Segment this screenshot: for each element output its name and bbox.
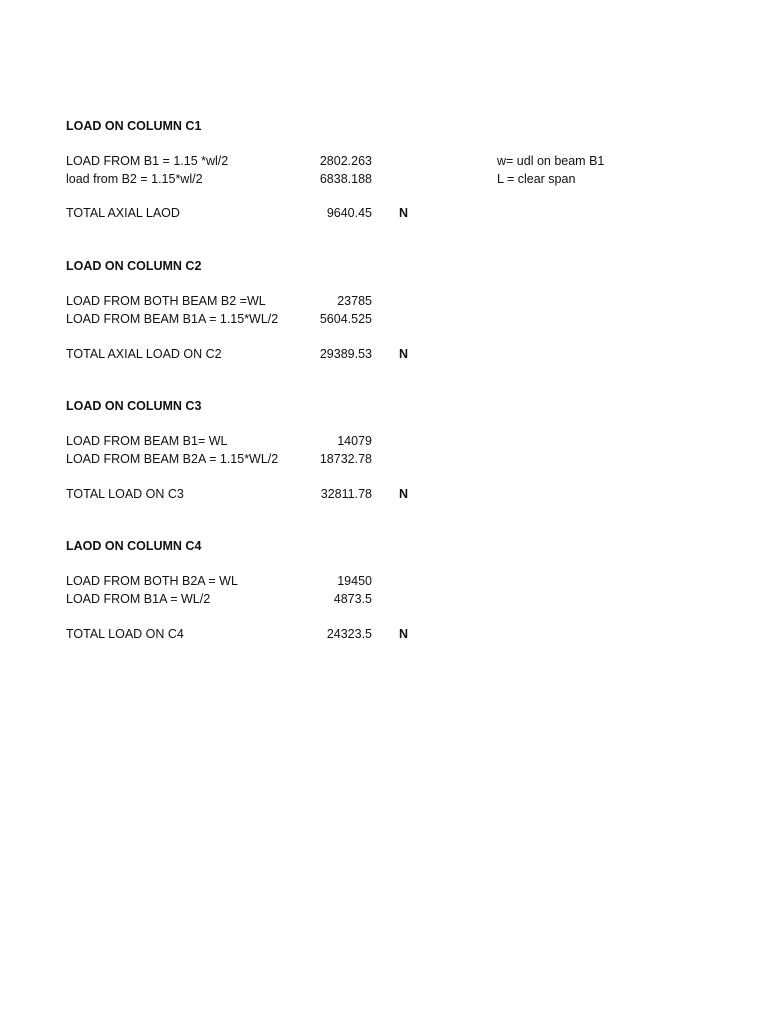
section-c4-heading-row <box>0 537 768 555</box>
row-value: 23785 <box>337 294 372 308</box>
section-heading: LOAD ON COLUMN C1 <box>66 119 202 133</box>
row-value: 5604.525 <box>319 312 372 326</box>
section-c1-row-1 <box>0 152 768 170</box>
unit-label: N <box>399 347 409 361</box>
section-c4-row-2 <box>0 590 768 608</box>
row-label: LOAD FROM BEAM B1A = 1.15*WL/2 <box>66 312 279 326</box>
unit-label: N <box>399 206 409 220</box>
section-c4-total-row <box>0 625 768 643</box>
row-value: 18732.78 <box>319 452 372 466</box>
total-label: TOTAL LOAD ON C3 <box>66 487 184 501</box>
row-label: load from B2 = 1.15*wl/2 <box>66 172 203 186</box>
row-note: w= udl on beam B1 <box>497 154 605 168</box>
total-label: TOTAL LOAD ON C4 <box>66 627 184 641</box>
unit-label: N <box>399 487 409 501</box>
row-label: LOAD FROM B1 = 1.15 *wl/2 <box>66 154 229 168</box>
section-heading: LOAD ON COLUMN C2 <box>66 259 202 273</box>
total-value: 9640.45 <box>326 206 372 220</box>
section-c3-heading-row <box>0 397 768 415</box>
row-value: 19450 <box>337 574 372 588</box>
unit-label: N <box>399 627 409 641</box>
section-c1-row-2 <box>0 170 768 188</box>
total-label: TOTAL AXIAL LAOD <box>66 206 180 220</box>
section-c2-row-1 <box>0 292 768 310</box>
section-heading: LAOD ON COLUMN C4 <box>66 539 202 553</box>
section-c3-row-2 <box>0 450 768 468</box>
total-value: 24323.5 <box>326 627 372 641</box>
row-label: LOAD FROM BEAM B1= WL <box>66 434 228 448</box>
section-c1-total-row <box>0 204 768 222</box>
section-c2-total-row <box>0 345 768 363</box>
section-c2-row-2 <box>0 310 768 328</box>
row-label: LOAD FROM BOTH BEAM B2 =WL <box>66 294 266 308</box>
row-label: LOAD FROM BOTH B2A = WL <box>66 574 238 588</box>
section-c2-heading-row <box>0 257 768 275</box>
section-c1-heading-row <box>0 117 768 135</box>
total-value: 29389.53 <box>319 347 372 361</box>
row-label: LOAD FROM B1A = WL/2 <box>66 592 211 606</box>
row-value: 2802.263 <box>319 154 372 168</box>
total-label: TOTAL AXIAL LOAD ON C2 <box>66 347 222 361</box>
row-note: L = clear span <box>497 172 576 186</box>
row-value: 14079 <box>337 434 372 448</box>
section-heading: LOAD ON COLUMN C3 <box>66 399 202 413</box>
section-c4-row-1 <box>0 572 768 590</box>
row-value: 6838.188 <box>319 172 372 186</box>
row-value: 4873.5 <box>333 592 372 606</box>
section-c3-row-1 <box>0 432 768 450</box>
row-label: LOAD FROM BEAM B2A = 1.15*WL/2 <box>66 452 279 466</box>
section-c3-total-row <box>0 485 768 503</box>
total-value: 32811.78 <box>320 487 372 501</box>
